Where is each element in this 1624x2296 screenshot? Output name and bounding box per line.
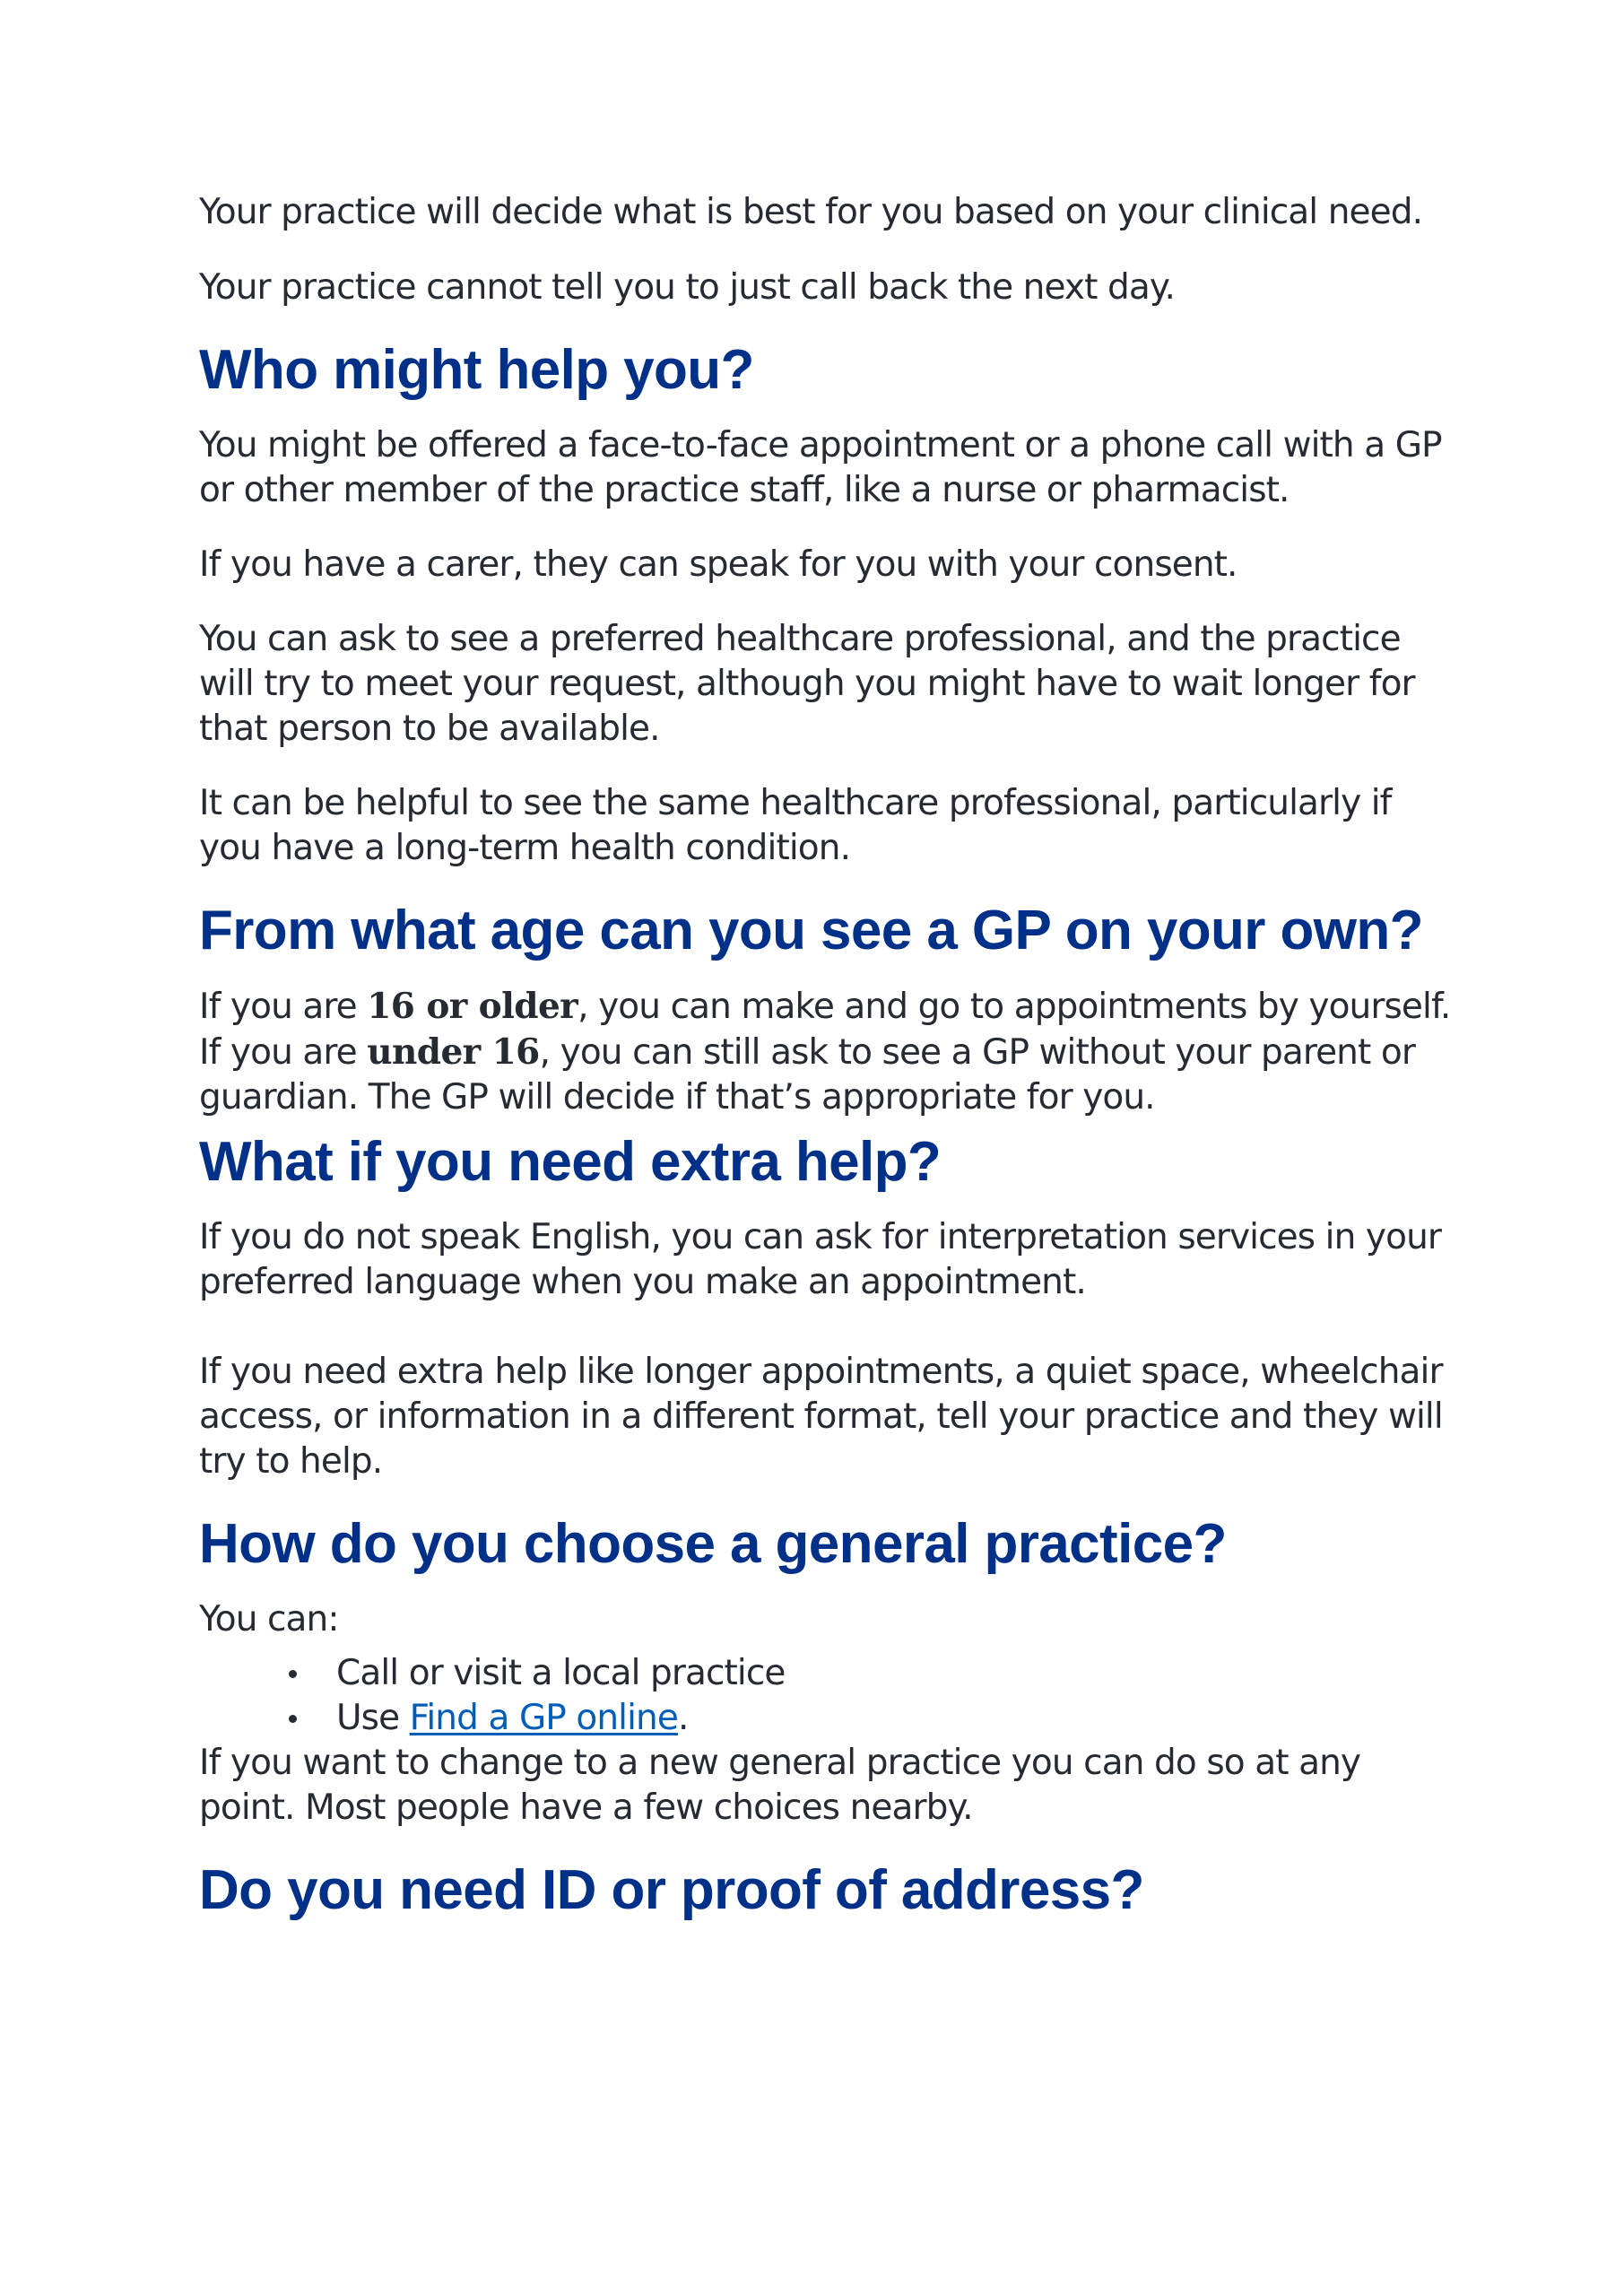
age-line-2-suffix: , you can still ask to see a GP without your parent or guardian. The GP will decide if that’s appropriate for you. <box>199 1032 1415 1118</box>
choose-practice-after: If you want to change to a new general practice you can do so at any point. Most people have a few choices nearby. <box>199 1743 1361 1828</box>
age-paragraph <box>199 984 1455 1120</box>
age-line-2-prefix: If you are <box>199 1032 368 1073</box>
list-item <box>199 1696 1455 1741</box>
age-line-1-suffix: , you can make and go to appointments by yourself. <box>578 987 1451 1027</box>
list-item <box>199 1651 1455 1696</box>
document-page <box>199 190 1455 1926</box>
who-might-help-paragraph-3: You can ask to see a preferred healthcare professional, and the practice will try to meet your request, although you might have to wait longer for that person to be available. <box>199 619 1415 749</box>
intro-paragraph-1: Your practice will decide what is best for you based on your clinical need. <box>199 192 1423 232</box>
heading-age: From what age can you see a GP on your own? <box>199 900 1423 961</box>
bullet-icon <box>289 1715 297 1723</box>
extra-help-paragraph-2: If you need extra help like longer appointments, a quiet space, wheelchair access, or information in a different format, tell your practice and they will try to help. <box>199 1352 1443 1482</box>
choose-practice-intro: You can: <box>199 1599 339 1639</box>
choose-practice-list <box>199 1651 1455 1741</box>
heading-who-might-help: Who might help you? <box>199 339 754 401</box>
list-item-prefix: Use <box>336 1698 410 1738</box>
who-might-help-paragraph-4: It can be helpful to see the same healthcare professional, particularly if you have a long-term health condition. <box>199 783 1392 868</box>
age-line-1-bold: 16 or older <box>367 986 578 1027</box>
find-a-gp-online-link[interactable]: Find a GP online <box>409 1698 678 1738</box>
heading-id-proof: Do you need ID or proof of address? <box>199 1859 1144 1921</box>
heading-extra-help: What if you need extra help? <box>199 1131 942 1193</box>
list-item-suffix: . <box>677 1698 689 1738</box>
extra-help-paragraph-1: If you do not speak English, you can ask for interpretation services in your preferred language when you make an appointment. <box>199 1217 1442 1302</box>
age-line-1-prefix: If you are <box>199 987 368 1027</box>
who-might-help-paragraph-2: If you have a carer, they can speak for you with your consent. <box>199 544 1238 585</box>
who-might-help-paragraph-1: You might be offered a face-to-face appointment or a phone call with a GP or other member of the practice staff, like a nurse or pharmacist. <box>199 425 1442 510</box>
list-item-text: Call or visit a local practice <box>336 1653 786 1693</box>
heading-choose-practice: How do you choose a general practice? <box>199 1513 1227 1575</box>
bullet-icon <box>289 1670 297 1678</box>
age-line-2-bold: under 16 <box>367 1031 540 1073</box>
intro-paragraph-2: Your practice cannot tell you to just call back the next day. <box>199 267 1175 308</box>
